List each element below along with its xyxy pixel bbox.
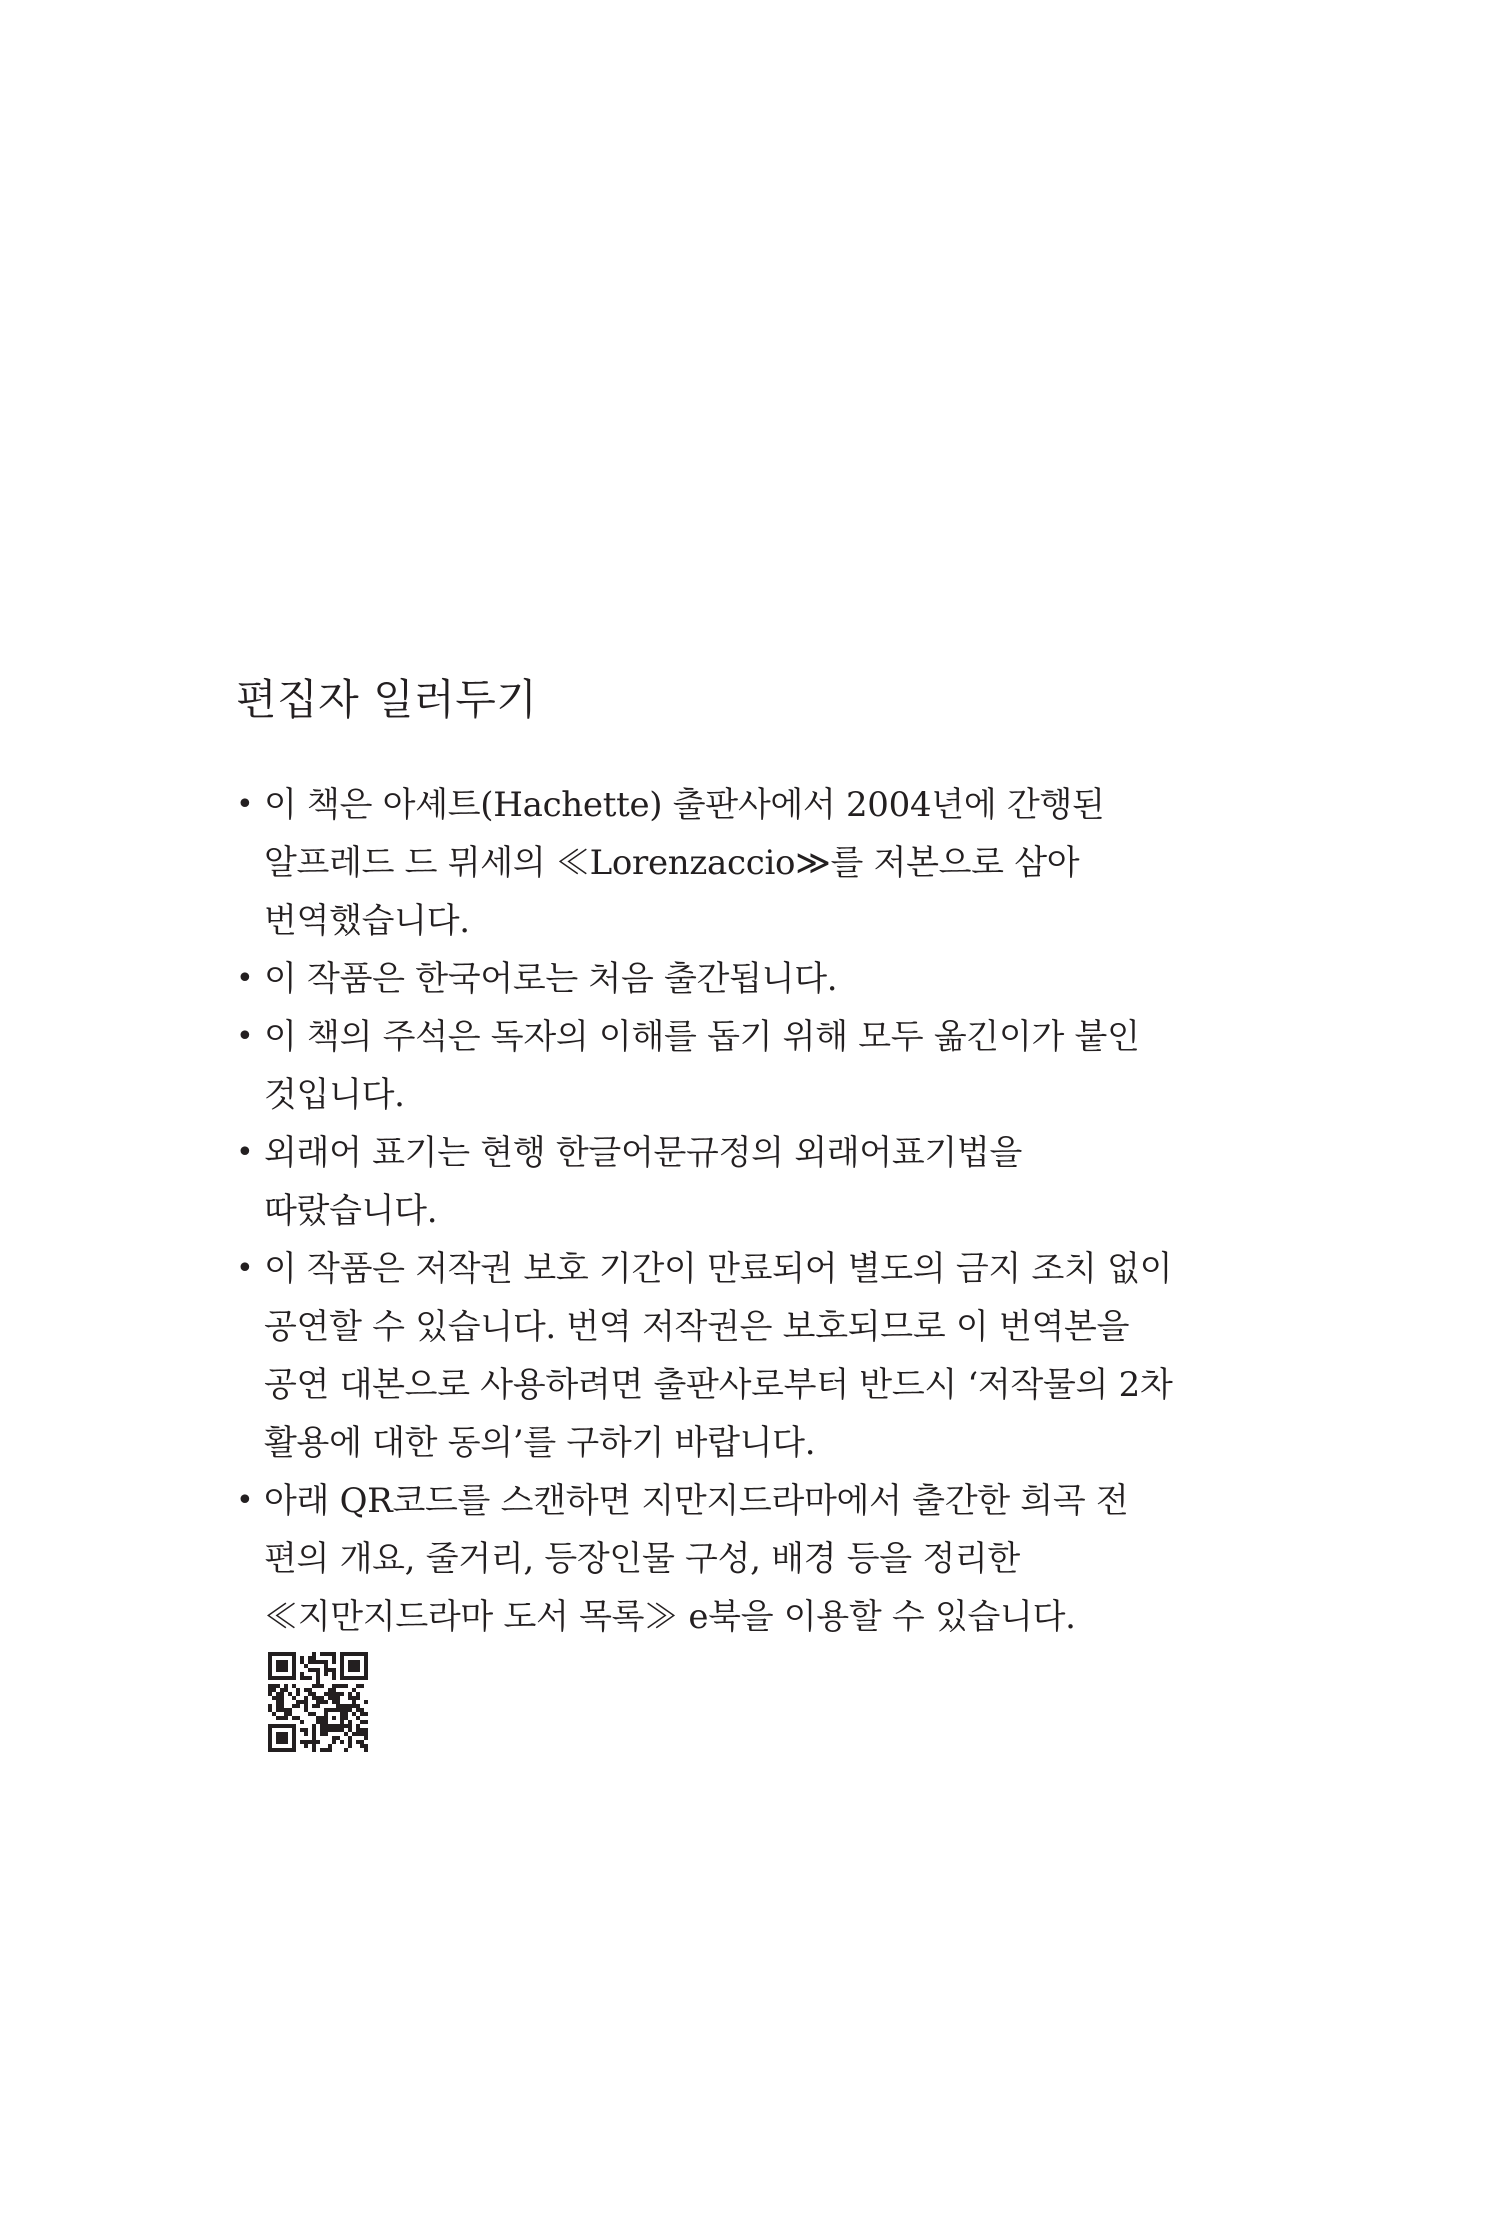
note-line: • 이 책의 주석은 독자의 이해를 돕기 위해 모두 옮긴이가 붙인 <box>264 1017 1140 1057</box>
note-line: 활용에 대한 동의’를 구하기 바랍니다. <box>264 1423 816 1463</box>
note-line: • 이 작품은 한국어로는 처음 출간됩니다. <box>264 959 838 999</box>
note-line: 것입니다. <box>264 1075 405 1115</box>
note-line: • 외래어 표기는 현행 한글어문규정의 외래어표기법을 <box>264 1133 1022 1173</box>
note-line: 알프레드 드 뮈세의 ≪Lorenzaccio≫를 저본으로 삼아 <box>264 843 1080 883</box>
note-item-first-publication <box>236 950 1276 1008</box>
note-item-qr-catalog <box>236 1472 1276 1646</box>
note-line: 번역했습니다. <box>264 901 470 941</box>
note-line: 공연할 수 있습니다. 번역 저작권은 보호되므로 이 번역본을 <box>264 1307 1130 1347</box>
note-line: 따랐습니다. <box>264 1191 438 1231</box>
note-item-transliteration <box>236 1124 1276 1240</box>
editor-notes <box>236 670 1276 1646</box>
note-line: • 이 책은 아셰트(Hachette) 출판사에서 2004년에 간행된 <box>264 785 1105 825</box>
note-item-copyright <box>236 1240 1276 1472</box>
note-item-annotations <box>236 1008 1276 1124</box>
note-list <box>236 776 1276 1646</box>
note-line: 편의 개요, 줄거리, 등장인물 구성, 배경 등을 정리한 <box>264 1539 1020 1579</box>
note-item-source <box>236 776 1276 950</box>
note-line: 공연 대본으로 사용하려면 출판사로부터 반드시 ‘저작물의 2차 <box>264 1365 1173 1405</box>
qr-code-icon[interactable] <box>268 1652 368 1752</box>
notes-title: 편집자 일러두기 <box>236 675 538 724</box>
note-line: • 아래 QR코드를 스캔하면 지만지드라마에서 출간한 희곡 전 <box>264 1481 1129 1521</box>
note-line: • 이 작품은 저작권 보호 기간이 만료되어 별도의 금지 조치 없이 <box>264 1249 1173 1289</box>
note-line: ≪지만지드라마 도서 목록≫ e북을 이용할 수 있습니다. <box>264 1597 1076 1637</box>
